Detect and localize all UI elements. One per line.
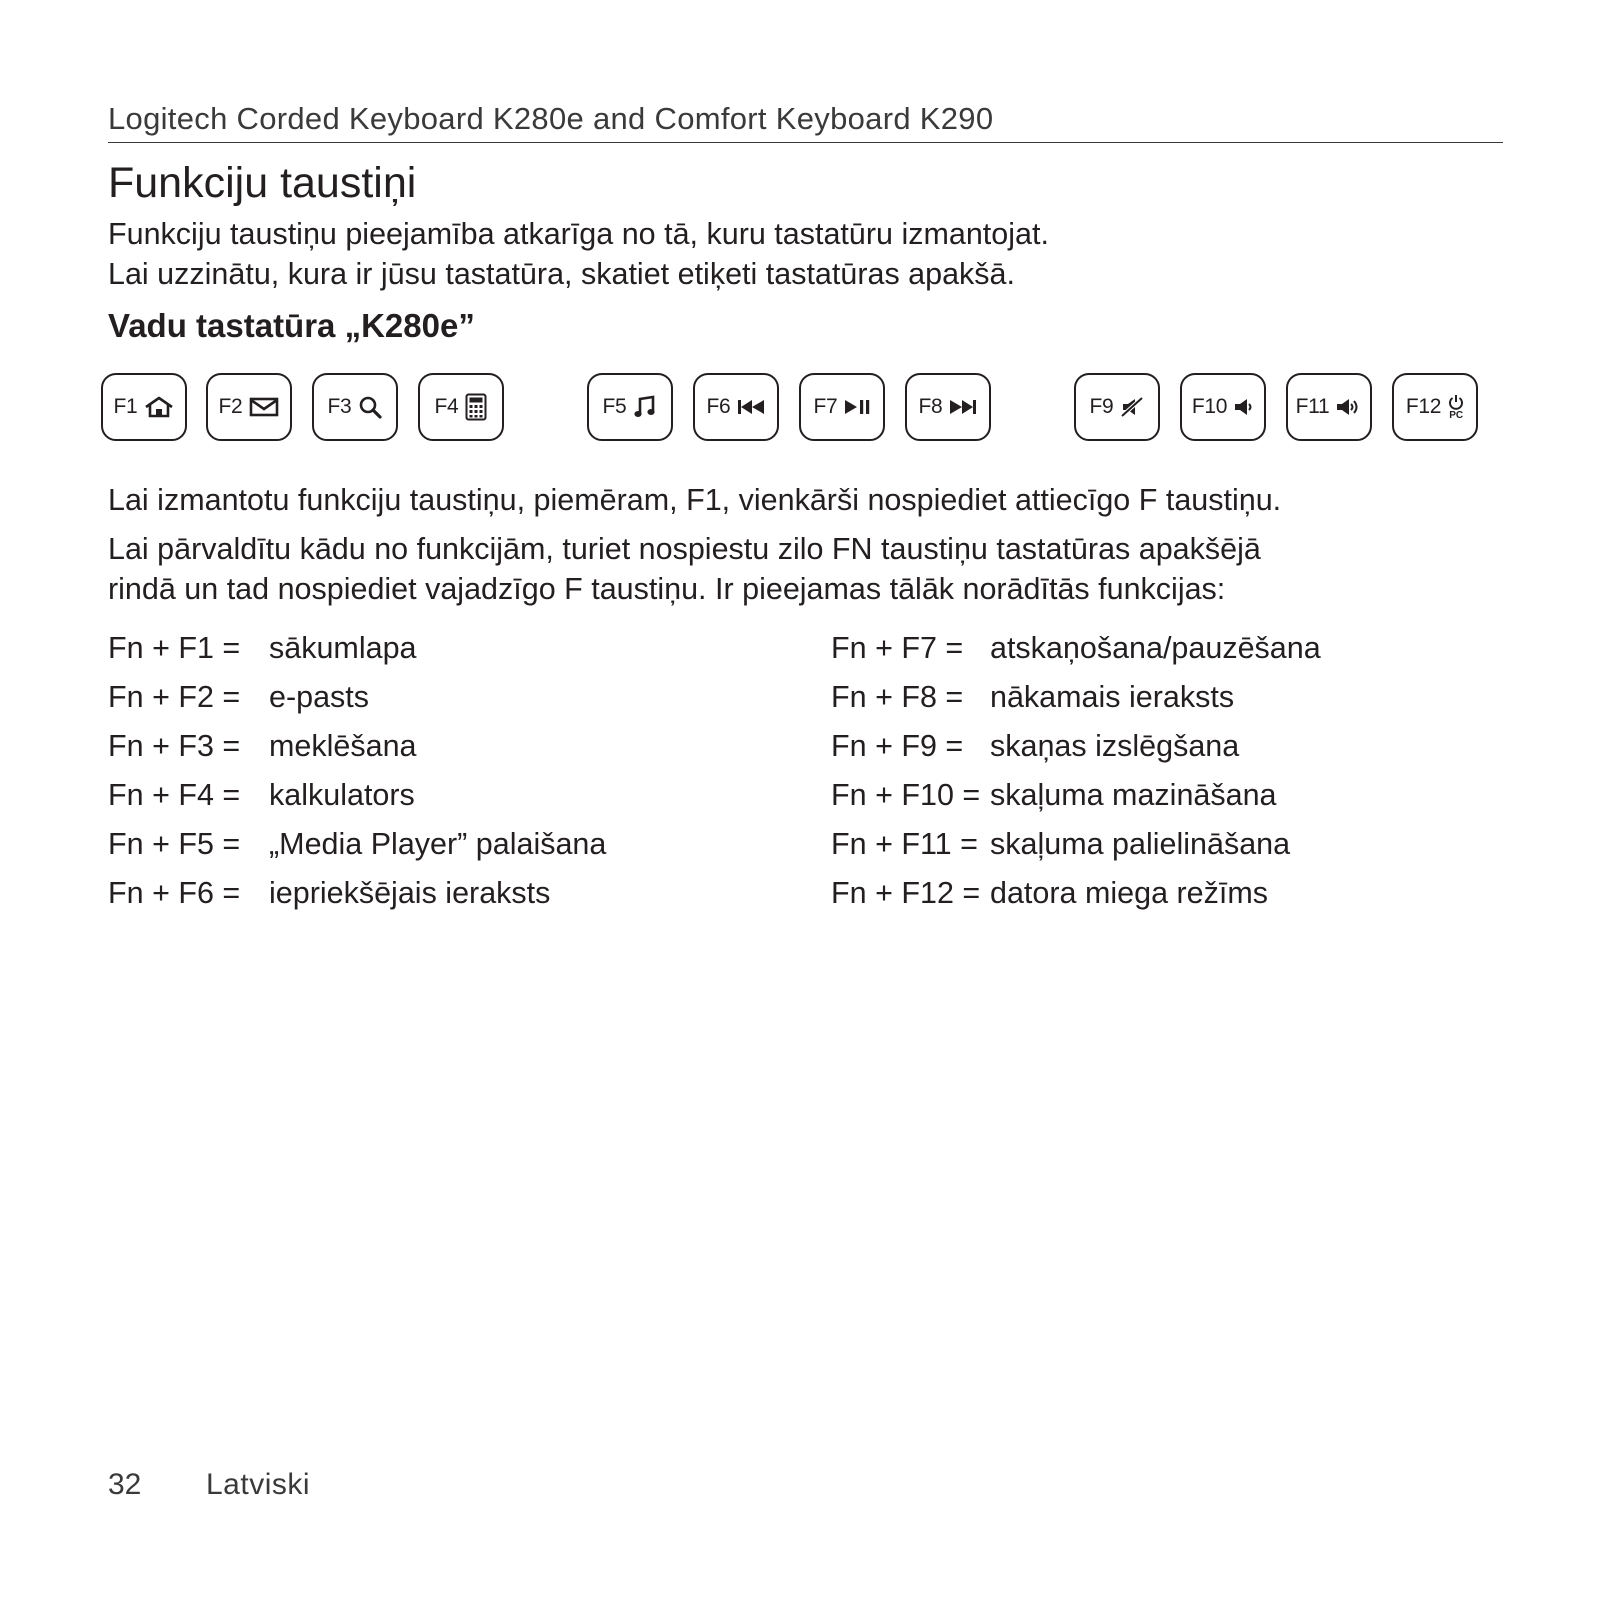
fn-action: atskaņošana/pauzēšana [990,631,1321,665]
power-pc-icon [1448,394,1464,421]
fn-action: skaņas izslēgšana [990,729,1240,763]
running-header: Logitech Corded Keyboard K280e and Comfort Keyboard K290 [108,102,1503,143]
function-list-left [108,624,808,918]
volume-down-icon [1234,396,1254,418]
list-item [831,624,1531,673]
key-label: F7 [813,395,838,418]
calculator-icon [465,393,487,421]
paragraph-line: rindā un tad nospiediet vajadzīgo F taustiņu. Ir pieejamas tālāk norādītās funkcijas: [108,572,1226,606]
list-item [108,722,808,771]
fn-combo: Fn + F5 = [108,827,241,861]
key-f7 [799,373,885,441]
home-icon [144,396,174,418]
list-item [831,673,1531,722]
fn-instruction-paragraph [108,529,1518,609]
fn-combo: Fn + F2 = [108,680,241,714]
page-number: 32 [108,1468,142,1501]
paragraph-line: Lai pārvaldītu kādu no funkcijām, turiet nospiestu zilo FN taustiņu tastatūras apakšējā [108,532,1261,566]
fn-combo: Fn + F6 = [108,876,241,910]
key-label: F10 [1191,395,1228,418]
key-f12 [1392,373,1478,441]
key-label: F3 [327,395,352,418]
fn-action: sākumlapa [269,631,417,665]
fn-combo: Fn + F9 = [831,729,964,763]
footer-language: Latviski [206,1468,311,1501]
list-item [108,869,808,918]
usage-paragraph: Lai izmantotu funkciju taustiņu, piemēram, F1, vienkārši nospiediet attiecīgo F taustiņu. [108,483,1282,517]
list-item [108,771,808,820]
key-label: F6 [706,395,731,418]
intro-line: Funkciju taustiņu pieejamība atkarīga no tā, kuru tastatūru izmantojat. [108,217,1049,251]
key-f3 [312,373,398,441]
key-f6 [693,373,779,441]
fn-combo: Fn + F10 = [831,778,981,812]
key-label: F4 [434,395,459,418]
list-item [108,673,808,722]
key-f5 [587,373,673,441]
search-icon [358,395,382,419]
intro-text [108,214,1508,294]
fn-action: meklēšana [269,729,417,763]
mail-icon [249,397,279,417]
fn-combo: Fn + F8 = [831,680,964,714]
fn-action: e-pasts [269,680,370,714]
next-track-icon [949,399,977,415]
fn-action: skaļuma mazināšana [990,778,1277,812]
fn-combo: Fn + F7 = [831,631,964,665]
key-f1 [101,373,187,441]
list-item [831,722,1531,771]
intro-line: Lai uzzinātu, kura ir jūsu tastatūra, skatiet etiķeti tastatūras apakšā. [108,257,1015,291]
fn-combo: Fn + F12 = [831,876,981,910]
key-f10 [1180,373,1266,441]
volume-up-icon [1336,396,1362,418]
fn-action: kalkulators [269,778,415,812]
key-f2 [206,373,292,441]
section-title: Funkciju taustiņi [108,159,417,207]
fn-combo: Fn + F4 = [108,778,241,812]
key-f9 [1074,373,1160,441]
key-label: F5 [602,395,627,418]
list-item [831,771,1531,820]
keyboard-subheading: Vadu tastatūra „K280e” [108,307,475,344]
previous-track-icon [737,399,765,415]
key-label: F8 [918,395,943,418]
list-item [108,624,808,673]
fn-action: „Media Player” palaišana [269,827,607,861]
key-label: F11 [1295,395,1330,418]
fn-action: iepriekšējais ieraksts [269,876,551,910]
play-pause-icon [844,399,870,415]
fn-action: datora miega režīms [990,876,1268,910]
mute-icon [1120,396,1144,418]
key-f11 [1286,373,1372,441]
key-f8 [905,373,991,441]
key-label: F9 [1089,395,1114,418]
list-item [831,820,1531,869]
fn-combo: Fn + F1 = [108,631,241,665]
list-item [831,869,1531,918]
fn-action: skaļuma palielināšana [990,827,1291,861]
music-note-icon [633,395,657,419]
fn-combo: Fn + F3 = [108,729,241,763]
list-item [108,820,808,869]
key-f4 [418,373,504,441]
key-label: F12 [1405,395,1442,418]
fn-combo: Fn + F11 = [831,827,978,861]
fn-action: nākamais ieraksts [990,680,1235,714]
key-label: F1 [113,395,138,418]
function-list-right [831,624,1531,918]
key-label: F2 [218,395,243,418]
power-pc-label: PC [1449,409,1464,421]
